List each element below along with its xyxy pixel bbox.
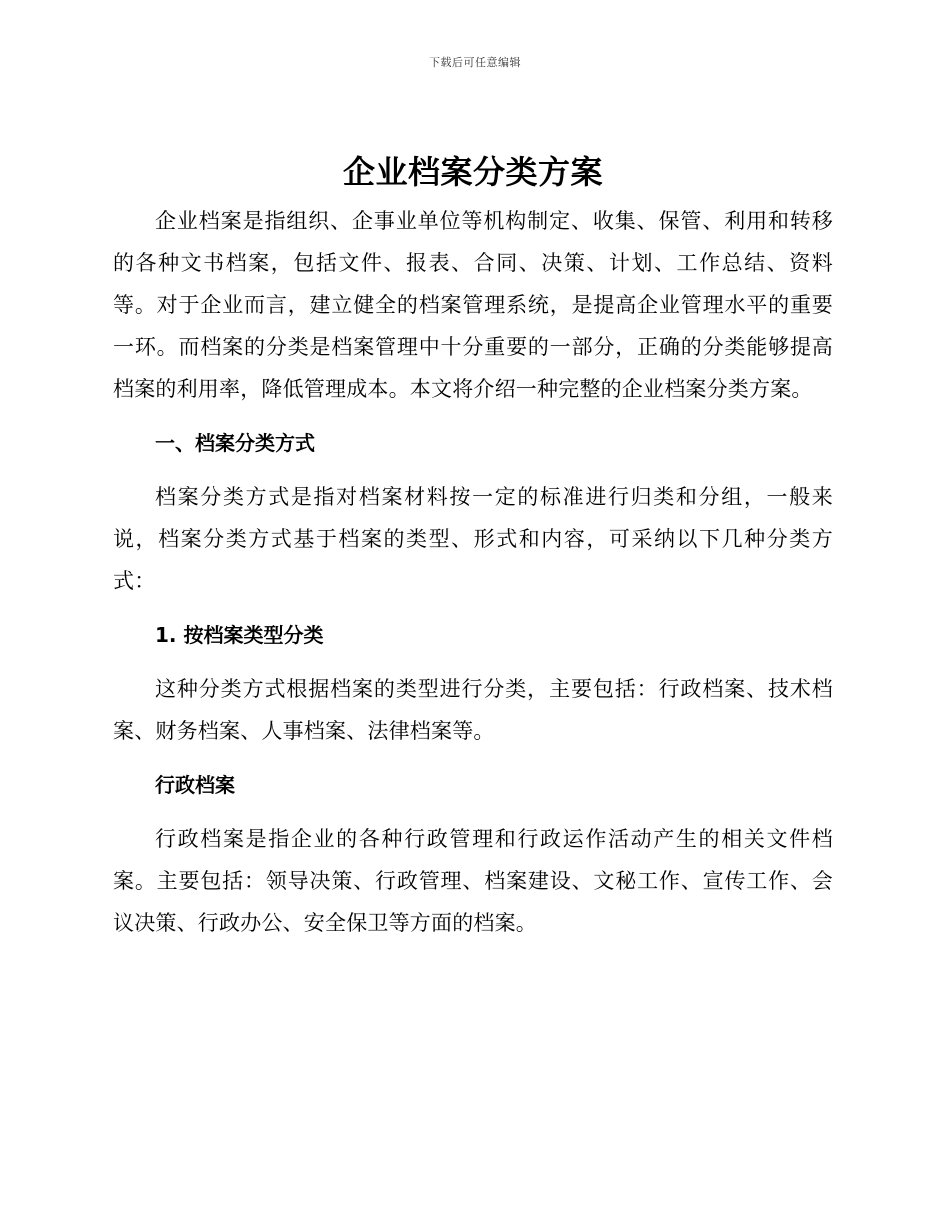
classification-methods-paragraph: 档案分类方式是指对档案材料按一定的标准进行归类和分组，一般来说，档案分类方式基于档案的类型、形式和内容，可采纳以下几种分类方式： <box>113 485 833 593</box>
section-heading-classification-methods: 一、档案分类方式 <box>155 431 315 455</box>
by-type-paragraph: 这种分类方式根据档案的类型进行分类，主要包括：行政档案、技术档案、财务档案、人事档案、法律档案等。 <box>113 677 833 743</box>
administrative-archives-paragraph: 行政档案是指企业的各种行政管理和行政运作活动产生的相关文件档案。主要包括：领导决策、行政管理、档案建设、文秘工作、宣传工作、会议决策、行政办公、安全保卫等方面的档案。 <box>113 827 833 935</box>
document-title: 企业档案分类方案 <box>342 153 603 191</box>
subsection-heading-by-type: 1. 按档案类型分类 <box>155 623 324 647</box>
subsection-heading-administrative-archives: 行政档案 <box>155 773 235 797</box>
page-header: 下载后可任意编辑 <box>429 56 521 69</box>
document-body <box>113 150 833 944</box>
intro-paragraph: 企业档案是指组织、企事业单位等机构制定、收集、保管、利用和转移的各种文书档案，包括文件、报表、合同、决策、计划、工作总结、资料等。对于企业而言，建立健全的档案管理系统，是提高企业管理水平的重要一环。而档案的分类是档案管理中十分重要的一部分，正确的分类能够提高档案的利用率，降低管理成本。本文将介绍一种完整的企业档案分类方案。 <box>113 209 833 401</box>
